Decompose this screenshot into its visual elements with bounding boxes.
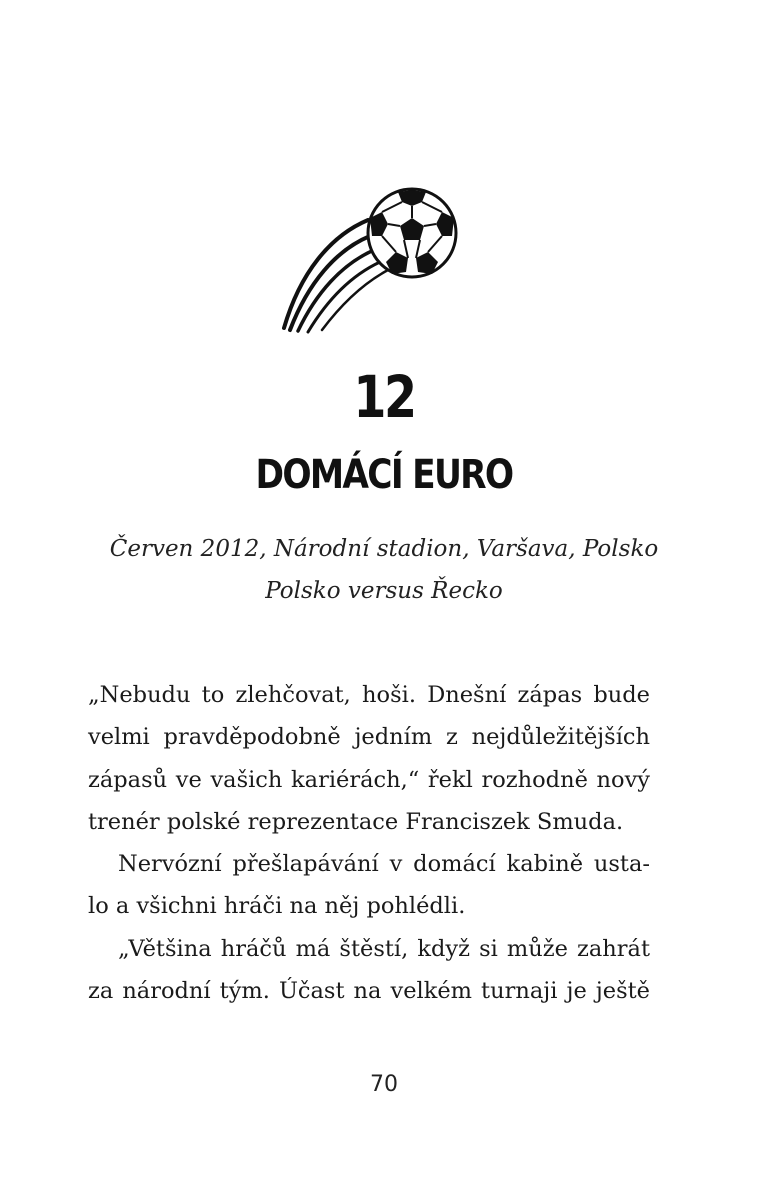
text-line: za národní tým. Účast na velkém turnaji je ještě (88, 978, 650, 1005)
chapter-number: 12 (353, 363, 415, 431)
chapter-subtitle-match: Polsko versus Řecko (265, 578, 503, 604)
soccer-ball-icon (270, 178, 470, 338)
text-line: „Většina hráčů má štěstí, když si může zahrát (118, 935, 650, 962)
chapter-title: DOMÁCÍ EURO (255, 452, 513, 498)
text-line: lo a všichni hráči na něj pohlédli. (88, 893, 466, 920)
text-line: velmi pravděpodobně jedním z nejdůležitějších (88, 724, 650, 751)
body-text (88, 674, 650, 1012)
page-number: 70 (370, 1072, 398, 1097)
text-line: „Nebudu to zlehčovat, hoši. Dnešní zápas bude (88, 682, 650, 708)
text-line: Nervózní přešlapávání v domácí kabině usta- (118, 851, 650, 878)
text-line: trenér polské reprezentace Franciszek Smuda. (88, 808, 624, 835)
text-line: zápasů ve vašich kariérách,“ řekl rozhodně nový (88, 766, 650, 793)
chapter-subtitle-place: Červen 2012, Národní stadion, Varšava, Polsko (109, 536, 659, 562)
